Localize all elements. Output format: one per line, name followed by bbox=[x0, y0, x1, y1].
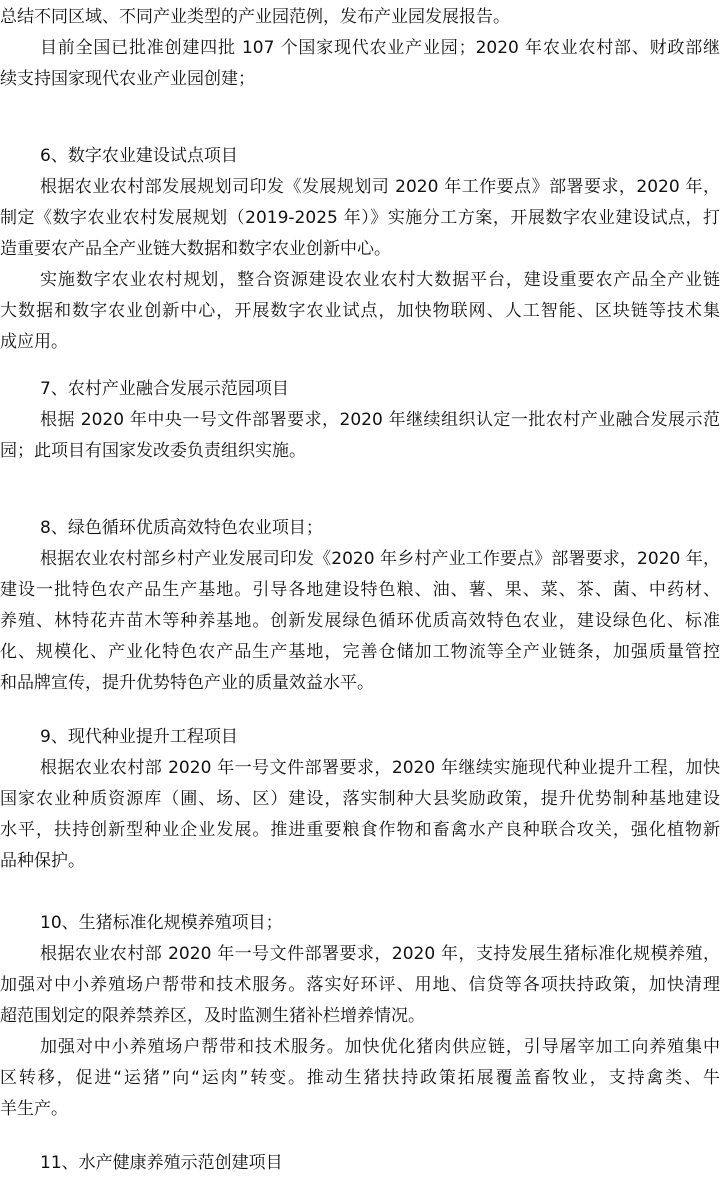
paragraph-line: 国家农业种质资源库（圃、场、区）建设，落实制种大县奖励政策，提升优势制种基地建设 bbox=[0, 789, 720, 809]
paragraph-line: 造重要农产品全产业链大数据和数字农业创新中心。 bbox=[0, 239, 391, 259]
section-heading-9: 9、现代种业提升工程项目 bbox=[40, 727, 238, 747]
paragraph-line: 根据农业农村部 2020 年一号文件部署要求，2020 年继续实施现代种业提升工程，加快 bbox=[40, 758, 720, 778]
intro-line: 总结不同区域、不同产业类型的产业园范例，发布产业园发展报告。 bbox=[0, 7, 510, 27]
paragraph-line: 区转移，促进“运猪”向“运肉”转变。推动生猪扶持政策拓展覆盖畜牧业，支持禽类、牛 bbox=[0, 1068, 720, 1088]
intro-paragraph-line: 续支持国家现代农业产业园创建； bbox=[0, 69, 255, 89]
paragraph-line: 实施数字农业农村规划，整合资源建设农业农村大数据平台，建设重要农产品全产业链 bbox=[40, 270, 720, 290]
paragraph-line: 加强对中小养殖场户帮带和技术服务。加快优化猪肉供应链，引导屠宰加工向养殖集中 bbox=[40, 1037, 720, 1057]
section-heading-11: 11、水产健康养殖示范创建项目 bbox=[40, 1153, 283, 1173]
paragraph-line: 羊生产。 bbox=[0, 1099, 68, 1119]
paragraph-line: 根据农业农村部乡村产业发展司印发《2020 年乡村产业工作要点》部署要求，2020 年， bbox=[40, 549, 720, 569]
paragraph-line: 根据 2020 年中央一号文件部署要求，2020 年继续组织认定一批农村产业融合发展示范 bbox=[40, 410, 720, 430]
paragraph-line: 建设一批特色农产品生产基地。引导各地建设特色粮、油、薯、果、菜、茶、菌、中药材、 bbox=[0, 580, 720, 600]
paragraph-line: 制定《数字农业农村发展规划（2019-2025 年）》实施分工方案，开展数字农业建设试点，打 bbox=[0, 208, 720, 228]
paragraph-line: 和品牌宣传，提升优势特色产业的质量效益水平。 bbox=[0, 673, 374, 693]
paragraph-line: 超范围划定的限养禁养区，及时监测生猪补栏增养情况。 bbox=[0, 1006, 425, 1026]
paragraph-line: 成应用。 bbox=[0, 332, 68, 352]
intro-paragraph-line: 目前全国已批准创建四批 107 个国家现代农业产业园；2020 年农业农村部、财政部继 bbox=[40, 38, 720, 58]
paragraph-line: 品种保护。 bbox=[0, 851, 85, 871]
paragraph-line: 园；此项目有国家发改委负责组织实施。 bbox=[0, 441, 306, 461]
paragraph-line: 水平，扶持创新型种业企业发展。推进重要粮食作物和畜禽水产良种联合攻关，强化植物新 bbox=[0, 820, 720, 840]
section-heading-8: 8、绿色循环优质高效特色农业项目； bbox=[40, 518, 323, 538]
section-heading-6: 6、数字农业建设试点项目 bbox=[40, 146, 238, 166]
paragraph-line: 养殖、林特花卉苗木等种养基地。创新发展绿色循环优质高效特色农业，建设绿色化、标准 bbox=[0, 611, 720, 631]
paragraph-line: 根据农业农村部 2020 年一号文件部署要求，2020 年，支持发展生猪标准化规模养殖， bbox=[40, 944, 720, 964]
paragraph-line: 根据农业农村部发展规划司印发《发展规划司 2020 年工作要点》部署要求，2020 年， bbox=[40, 177, 720, 197]
section-heading-7: 7、农村产业融合发展示范园项目 bbox=[40, 379, 289, 399]
section-heading-10: 10、生猪标准化规模养殖项目； bbox=[40, 913, 283, 933]
paragraph-line: 大数据和数字农业创新中心，开展数字农业试点，加快物联网、人工智能、区块链等技术集 bbox=[0, 301, 720, 321]
paragraph-line: 加强对中小养殖场户帮带和技术服务。落实好环评、用地、信贷等各项扶持政策，加快清理 bbox=[0, 975, 720, 995]
paragraph-line: 化、规模化、产业化特色农产品生产基地，完善仓储加工物流等全产业链条，加强质量管控 bbox=[0, 642, 720, 662]
